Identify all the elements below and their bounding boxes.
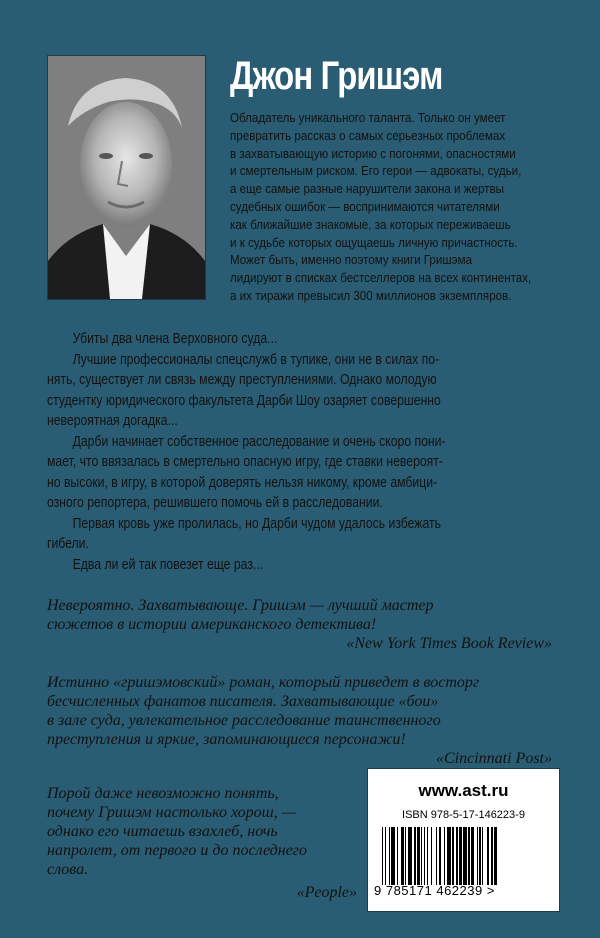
synopsis-line: но высоки, в игру, в которой доверять нельзя никому, кроме амбици- xyxy=(47,474,438,491)
barcode-bar xyxy=(417,827,420,885)
barcode-bar xyxy=(477,827,478,885)
bio-line: Обладатель уникального таланта. Только он умеет xyxy=(230,110,506,125)
synopsis-line: Едва ли ей так повезет еще раз... xyxy=(72,556,264,573)
quote-line: почему Гришэм настолько хорош, — xyxy=(47,804,296,821)
synopsis-line: гибели. xyxy=(47,536,89,552)
quote-line: Порой даже невозможно понять, xyxy=(47,785,279,802)
quote-source: «Cincinnati Post» xyxy=(436,750,552,767)
author-portrait-graphic xyxy=(48,56,205,299)
synopsis-line: Убиты два члена Верховного суда... xyxy=(72,331,278,347)
barcode-bar xyxy=(397,827,398,885)
bio-line: и к судьбе которых ощущаешь личную причастность. xyxy=(230,234,518,250)
quote-line: в зале суда, увлекательное расследование таинственного xyxy=(47,712,441,729)
quote-source: «People» xyxy=(296,884,357,901)
bio-line: в захватывающую историю с погонями, опасностями xyxy=(230,145,516,161)
quote-source: «New York Times Book Review» xyxy=(346,635,552,652)
quote-line: преступления и яркие, запоминающиеся персонажи! xyxy=(47,731,406,748)
synopsis-line: нять, существует ли связь между преступлениями. Однако молодую xyxy=(47,372,437,388)
barcode-bar xyxy=(468,827,469,885)
barcode-bar xyxy=(405,827,406,885)
synopsis-line: студентку юридического факультета Дарби Шоу озаряет совершенно xyxy=(47,392,441,409)
bio-line: судебных ошибок — воспринимаются читателями xyxy=(230,198,500,214)
author-name: Джон Гришэм xyxy=(230,54,443,98)
barcode-bar xyxy=(491,827,492,885)
synopsis-line: Первая кровь уже пролилась, но Дарби чудом удалось избежать xyxy=(72,515,441,532)
barcode-bar xyxy=(431,827,432,885)
synopsis-line: Лучшие профессионалы спецслужб в тупике, они не в силах по- xyxy=(72,351,440,368)
barcode-bar xyxy=(447,827,451,885)
publisher-website: www.ast.ru xyxy=(418,781,509,800)
barcode-bar xyxy=(382,827,383,885)
barcode-bar xyxy=(463,827,467,885)
author-bio xyxy=(230,109,556,305)
barcode-bar xyxy=(439,827,442,885)
bio-line: как ближайшие знакомые, за которых переживаешь xyxy=(230,216,511,232)
review-quote xyxy=(47,673,552,768)
barcode-bars xyxy=(382,827,546,885)
barcode-panel xyxy=(367,768,560,912)
bio-line: Может быть, именно поэтому книги Гришэма xyxy=(230,252,473,268)
barcode-bar xyxy=(408,827,412,885)
barcode-bar xyxy=(494,827,497,885)
barcode-bar xyxy=(456,827,457,885)
synopsis-line: озного репортера, решившего помочь ей в расследовании. xyxy=(47,495,383,511)
barcode-bar xyxy=(385,827,386,885)
book-synopsis xyxy=(47,329,553,575)
barcode-bar xyxy=(487,827,488,885)
isbn-number: ISBN 978-5-17-146223-9 xyxy=(402,809,525,821)
barcode-bar xyxy=(391,827,395,885)
bio-line: и смертельным риском. Его герои — адвокаты, судьи, xyxy=(230,163,522,179)
barcode-bar xyxy=(424,827,425,885)
bio-line: лидируют в списках бестселлеров на всех континентах, xyxy=(230,270,532,286)
bio-line: а еще самые разные нарушители закона и жертвы xyxy=(230,181,504,197)
barcode-digits: 9 785171 462239 > xyxy=(374,883,495,898)
synopsis-line: Дарби начинает собственное расследование и очень скоро пони- xyxy=(72,433,446,450)
bio-line: превратить рассказ о самых серьезных проблемах xyxy=(230,127,506,143)
review-quote xyxy=(47,596,552,653)
author-photo xyxy=(47,55,206,300)
quote-line: напролет, от первого и до последнего xyxy=(47,842,308,859)
barcode-bar xyxy=(427,827,428,885)
quote-line: однако его читаешь взахлеб, ночь xyxy=(47,823,278,840)
quote-line: сюжетов в истории американского детектива! xyxy=(47,616,377,633)
quote-line: бесчисленных фанатов писателя. Захватывающие «бои» xyxy=(47,693,439,710)
barcode-bar xyxy=(452,827,453,885)
bio-line: а их тиражи превысил 300 миллионов экземпляров. xyxy=(230,287,512,303)
synopsis-line: невероятная догадка... xyxy=(47,413,178,429)
barcode-bar xyxy=(471,827,474,885)
quote-line: слова. xyxy=(47,861,89,878)
quote-line: Невероятно. Захватывающе. Гришэм — лучший мастер xyxy=(47,597,434,614)
barcode-bar xyxy=(482,827,483,885)
barcode-bar xyxy=(401,827,404,885)
barcode-bar xyxy=(436,827,437,885)
review-quote xyxy=(47,784,357,902)
barcode-bar xyxy=(414,827,415,885)
barcode-bar xyxy=(459,827,462,885)
quote-line: Истинно «гришэмовский» роман, который приведет в восторг xyxy=(47,674,480,691)
synopsis-line: мает, что ввязалась в смертельно опасную игру, где ставки невероят- xyxy=(47,454,443,470)
barcode-bar xyxy=(389,827,390,885)
barcode-bar xyxy=(421,827,422,885)
barcode-bar xyxy=(479,827,480,885)
barcode-bar xyxy=(444,827,445,885)
